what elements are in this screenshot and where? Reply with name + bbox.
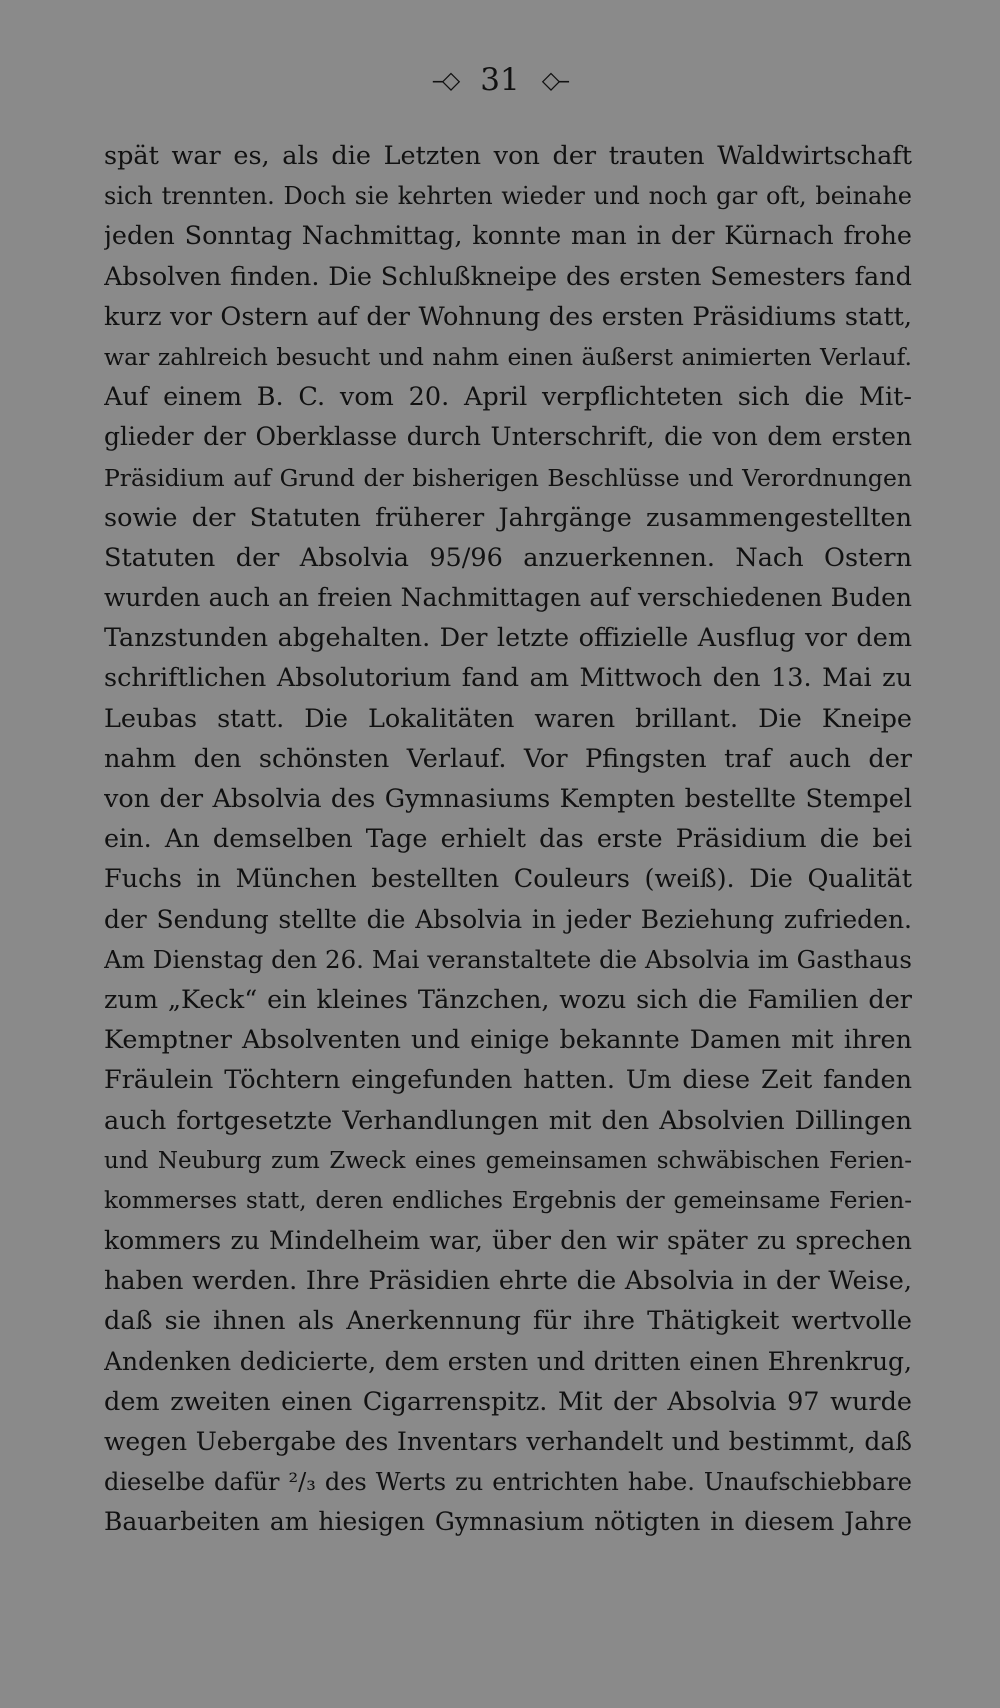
body-text — [104, 136, 912, 1543]
text-line: sowie der Statuten früherer Jahrgänge zusammengestellten — [104, 502, 912, 533]
text-line: der Sendung stellte die Absolvia in jeder Beziehung zufrieden. — [104, 904, 912, 934]
page-number: 31 — [480, 62, 520, 98]
text-line: jeden Sonntag Nachmittag, konnte man in der Kürnach frohe — [104, 221, 912, 252]
text-line: Auf einem B. C. vom 20. April verpflichteten sich die Mit- — [104, 382, 912, 413]
text-line: haben werden. Ihre Präsidien ehrte die Absolvia in der Weise, — [104, 1266, 912, 1297]
text-line: Kemptner Absolventen und einige bekannte Damen mit ihren — [104, 1025, 912, 1056]
text-line: Fräulein Töchtern eingefunden hatten. Um diese Zeit fanden — [104, 1065, 912, 1096]
text-line: Absolven finden. Die Schlußkneipe des ersten Semesters fand — [104, 261, 912, 292]
text-line: spät war es, als die Letzten von der trauten Waldwirtschaft — [104, 141, 912, 171]
text-line: dem zweiten einen Cigarrenspitz. Mit der Absolvia 97 wurde — [104, 1386, 912, 1417]
text-line: wurden auch an freien Nachmittagen auf verschiedenen Buden — [104, 583, 912, 613]
text-line: auch fortgesetzte Verhandlungen mit den Absolvien Dillingen — [104, 1105, 912, 1136]
text-line: kommers zu Mindelheim war, über den wir später zu sprechen — [104, 1226, 912, 1256]
text-line: glieder der Oberklasse durch Unterschrift, die von dem ersten — [104, 422, 912, 452]
text-line: Präsidium auf Grund der bisherigen Beschlüsse und Verordnungen — [104, 463, 912, 492]
text-line: Andenken dedicierte, dem ersten und dritten einen Ehrenkrug, — [104, 1346, 912, 1376]
text-line: zum „Keck“ ein kleines Tänzchen, wozu sich die Familien der — [104, 984, 912, 1015]
text-line: Statuten der Absolvia 95/96 anzuerkennen. Nach Ostern — [104, 542, 912, 573]
text-line: Am Dienstag den 26. Mai veranstaltete die Absolvia im Gasthaus — [104, 944, 912, 974]
text-line: Bauarbeiten am hiesigen Gymnasium nötigten in diesem Jahre — [104, 1507, 912, 1537]
page-header — [0, 58, 1000, 102]
text-line: Leubas statt. Die Lokalitäten waren brillant. Die Kneipe — [104, 703, 912, 734]
text-line: Fuchs in München bestellten Couleurs (weiß). Die Qualität — [104, 864, 912, 895]
text-line: dieselbe dafür ²/₃ des Werts zu entrichten habe. Unaufschiebbare — [104, 1468, 912, 1497]
text-line: und Neuburg zum Zweck eines gemeinsamen schwäbischen Ferien- — [104, 1147, 912, 1174]
text-line: schriftlichen Absolutorium fand am Mittwoch den 13. Mai zu — [104, 663, 912, 694]
text-line: kommerses statt, deren endliches Ergebnis der gemeinsame Ferien- — [104, 1187, 912, 1214]
text-line: von der Absolvia des Gymnasiums Kempten bestellte Stempel — [104, 784, 912, 814]
text-line: war zahlreich besucht und nahm einen äußerst animierten Verlauf. — [104, 342, 912, 371]
text-line: ein. An demselben Tage erhielt das erste Präsidium die bei — [104, 824, 912, 855]
text-line: kurz vor Ostern auf der Wohnung des ersten Präsidiums statt, — [104, 301, 912, 332]
text-line: Tanzstunden abgehalten. Der letzte offizielle Ausflug vor dem — [104, 623, 912, 654]
text-line: daß sie ihnen als Anerkennung für ihre Thätigkeit wertvolle — [104, 1306, 912, 1337]
text-line: sich trennten. Doch sie kehrten wieder und noch gar oft, beinahe — [104, 182, 912, 211]
text-line: wegen Uebergabe des Inventars verhandelt und bestimmt, daß — [104, 1427, 912, 1456]
right-ornament: ◇– — [541, 66, 569, 94]
left-ornament: –◇ — [431, 66, 459, 94]
text-line: nahm den schönsten Verlauf. Vor Pfingsten traf auch der — [104, 743, 912, 774]
